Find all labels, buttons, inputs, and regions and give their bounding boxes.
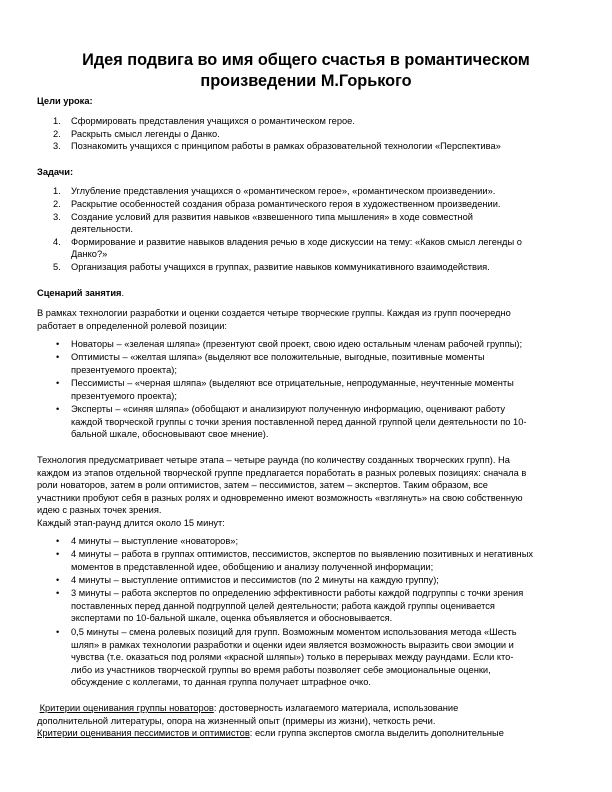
bullet: • xyxy=(56,549,60,559)
list-item: 4 минуты – выступление оптимистов и пессимистов (по 2 минуты на каждую группу); xyxy=(71,575,439,585)
list-item-continuation: шляп» в рамках технологии разработки и оценки идеи является возможность выразить свои эмоции и xyxy=(71,639,514,650)
criteria-pessimists xyxy=(37,727,504,740)
list-item: Организация работы учащихся в группах, развитие навыков коммуникативного взаимодействия. xyxy=(71,262,490,272)
list-item-continuation: каждой творческой группы с точки зрения поставленной перед данной группой цели деятельности по 10- xyxy=(71,416,527,427)
list-item: Эксперты – «синяя шляпа» (обобщают и анализируют полученную информацию, оценивают работу xyxy=(71,404,506,414)
list-item-continuation: моментов в представленной идее, обобщению и анализу полученной информации; xyxy=(71,561,434,572)
list-item: Познакомить учащихся с принципом работы в рамках образовательной технологии «Перспектива» xyxy=(71,141,501,151)
list-item: 4 минуты – работа в группах оптимистов, пессимистов, экспертов по выявлению позитивных и негативных xyxy=(71,549,534,559)
list-item-continuation: либо из участников творческой группы во время работы позволяет себе эмоциональные оценки, xyxy=(71,664,491,675)
bullet: • xyxy=(56,536,60,546)
scenario-heading-punct: . xyxy=(121,288,125,298)
list-number: 5. xyxy=(53,262,61,272)
bullet: • xyxy=(56,627,60,637)
list-number: 1. xyxy=(53,116,61,126)
list-item: Пессимисты – «черная шляпа» (выделяют все отрицательные, непродуманные, неучтенные моменты xyxy=(71,378,514,388)
list-item: Новаторы – «зеленая шляпа» (презентуют свой проект, свою идею остальным членам рабочей группы); xyxy=(71,339,523,349)
criteria-innovators-label: Критерии оценивания группы новаторов xyxy=(39,703,214,713)
list-item-continuation: деятельности. xyxy=(71,224,133,234)
scenario-heading xyxy=(37,287,124,300)
paragraph-line: роли новаторов, затем в роли оптимистов, затем – пессимистов, затем – экспертов. Таким образом, все xyxy=(37,480,488,490)
list-number: 2. xyxy=(53,128,61,139)
list-item: Раскрыть смысл легенды о Данко. xyxy=(71,128,220,139)
list-number: 4. xyxy=(53,237,61,247)
list-number: 1. xyxy=(53,186,61,196)
criteria-pessimists-label: Критерии оценивания пессимистов и оптимистов xyxy=(37,728,250,738)
title-line-2: произведении М.Горького xyxy=(200,72,412,90)
list-item-continuation: поставленных перед данной подгруппой целей деятельности; работа каждой группы оценивается xyxy=(71,600,495,611)
list-number: 3. xyxy=(53,141,61,151)
bullet: • xyxy=(56,339,60,349)
paragraph-line: каждом из этапов отдельной творческой группе предлагается поработать в разных ролевых позициях: сначала в xyxy=(37,467,527,478)
criteria-innovators-text: : достоверность излагаемого материала, использование xyxy=(213,703,459,713)
list-item: 0,5 минуты – смена ролевых позиций для групп. Возможным моментом использования метода «Шесть xyxy=(71,627,517,637)
list-item-continuation: Данко?» xyxy=(71,249,108,259)
bullet: • xyxy=(56,404,60,414)
list-item: Углубление представления учащихся о «романтическом герое», «романтическом произведении». xyxy=(71,186,496,196)
bullet: • xyxy=(56,575,60,585)
scenario-intro-line: В рамках технологии разработки и оценки создается четыре творческие группы. Каждая из групп поочередно xyxy=(37,308,511,318)
title-line-1: Идея подвига во имя общего счастья в романтическом xyxy=(82,51,530,69)
list-item-continuation: презентуемого проекта); xyxy=(71,364,177,375)
document-title xyxy=(20,50,592,92)
list-number: 3. xyxy=(53,212,61,222)
scenario-intro-line: работает в определенной ролевой позиции: xyxy=(37,320,227,331)
bullet: • xyxy=(56,588,60,598)
list-item-continuation: экспертами по 10-бальной шкале, оценка объявляется и обосновывается. xyxy=(71,613,393,623)
paragraph-line: Каждый этап-раунд длится около 15 минут: xyxy=(37,517,225,528)
criteria-innovators-continuation: дополнительной литературы, опора на жизненный опыт (примеры из жизни), четкость речи. xyxy=(37,715,436,726)
list-item: 4 минуты – выступление «новаторов»; xyxy=(71,536,239,546)
list-item-continuation: презентуемого проекта); xyxy=(71,390,177,401)
paragraph-line: участники пробуют себя в разных ролях и одновременно имеют возможность «взглянуть» на свою собственную xyxy=(37,492,523,503)
list-item: 3 минуты – работа экспертов по определению эффективности работы каждой подгруппы с точки зрения xyxy=(71,588,524,598)
goals-heading: Цели урока: xyxy=(37,96,93,106)
list-item: Создание условий для развития навыков «взвешенного типа мышления» в ходе совместной xyxy=(71,212,473,222)
bullet: • xyxy=(56,378,60,388)
list-item: Оптимисты – «желтая шляпа» (выделяют все положительные, выгодные, позитивные моменты xyxy=(71,352,485,362)
paragraph-line: идею с разных точек зрения. xyxy=(37,505,162,515)
list-item-continuation: обсуждение с коллегами, то данная группа получает штрафное очко. xyxy=(71,677,371,687)
list-item: Сформировать представления учащихся о романтическом герое. xyxy=(71,116,355,126)
list-number: 2. xyxy=(53,199,61,209)
scenario-heading-bold: Сценарий занятия xyxy=(37,288,122,298)
criteria-innovators xyxy=(37,702,458,715)
list-item: Раскрытие особенностей создания образа романтического героя в художественном произведении. xyxy=(71,199,501,209)
criteria-pessimists-text: : если группа экспертов смогла выделить дополнительные xyxy=(249,728,504,738)
tasks-heading: Задачи: xyxy=(37,167,74,177)
paragraph-line: Технология предусматривает четыре этапа – четыре раунда (по количеству созданных творческих групп). На xyxy=(37,455,510,465)
list-item-continuation: бальной шкале, обосновывают свое мнение). xyxy=(71,429,269,439)
list-item-continuation: чувства (т.е. оказаться под ролями «красной шляпы») только в перерывах между раундами. Если кто- xyxy=(71,652,514,662)
bullet: • xyxy=(56,352,60,362)
list-item: Формирование и развитие навыков владения речью в ходе дискуссии на тему: «Каков смысл легенды о xyxy=(71,237,522,247)
